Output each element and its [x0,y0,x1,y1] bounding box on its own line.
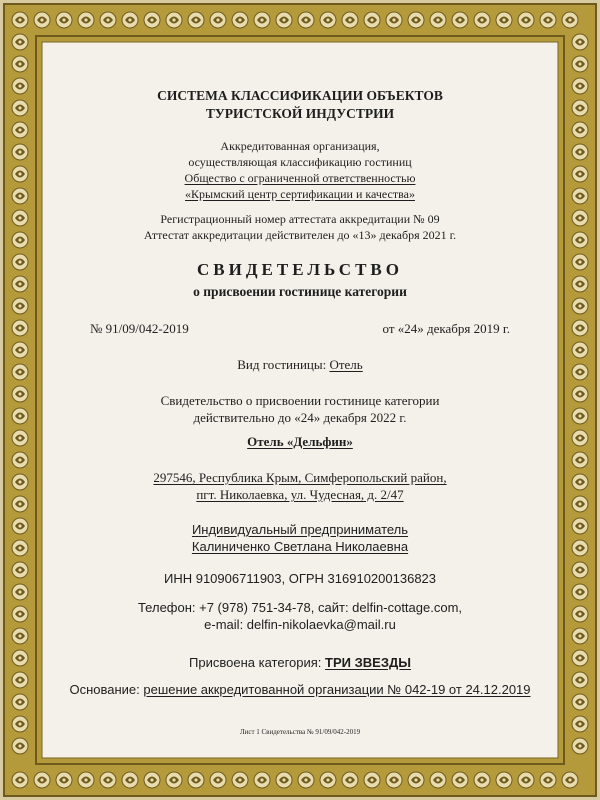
owner-line-2 [50,539,550,555]
registration-number: Регистрационный номер аттестата аккредитации № 09 [160,212,440,226]
accreditation-valid-until: Аттестат аккредитации действителен до «13» декабря 2021 г. [143,228,457,242]
address-line-1 [50,470,550,486]
hotel-type-value: Отель [329,357,363,372]
contacts-line-1: Телефон: +7 (978) 751-34-78, сайт: delfin-cottage.com, [137,600,463,615]
header-line-2: ТУРИСТСКОЙ ИНДУСТРИИ [205,106,395,121]
inn-ogrn: ИНН 910906711903, ОГРН 316910200136823 [163,571,437,586]
accreditation-line-2: осуществляющая классификацию гостиниц [188,155,412,169]
certificate-title: СВИДЕТЕЛЬСТВО [197,260,403,279]
header-line-1: СИСТЕМА КЛАССИФИКАЦИИ ОБЪЕКТОВ [157,88,443,103]
owner-line-1 [50,522,550,538]
accreditation-line-1: Аккредитованная организация, [220,139,380,153]
address-line-1-text: 297546, Республика Крым, Симферопольский район, [153,470,447,485]
address-line-2 [50,487,550,503]
org-line-1 [50,170,550,186]
validity-line-1: Свидетельство о присвоении гостинице категории [160,393,440,408]
hotel-type [50,357,550,373]
org-line-2 [50,186,550,202]
hotel-name [50,434,550,450]
owner-line-1-text: Индивидуальный предприниматель [191,522,409,537]
address-line-2-text: пгт. Николаевка, ул. Чудесная, д. 2/47 [196,487,404,502]
page-footer: Лист 1 Свидетельства № 91/09/042-2019 [239,728,361,736]
validity-line-2: действительно до «24» декабря 2022 г. [193,410,407,425]
owner-line-2-text: Калиниченко Светлана Николаевна [191,539,409,554]
hotel-name-text: Отель «Дельфин» [247,434,353,449]
category-label: Присвоена категория: [189,655,322,670]
basis [50,682,550,698]
category-value: ТРИ ЗВЕЗДЫ [325,655,411,670]
org-line-2-text: «Крымский центр сертификации и качества» [185,187,415,201]
certificate-subtitle: о присвоении гостинице категории [193,284,407,299]
certificate-number: № 91/09/042-2019 [90,321,189,336]
certificate-date: от «24» декабря 2019 г. [382,321,510,336]
basis-value: решение аккредитованной организации № 042-19 от 24.12.2019 [143,682,531,697]
hotel-type-label: Вид гостиницы: [237,357,327,372]
contacts-line-2: e-mail: delfin-nikolaevka@mail.ru [204,617,396,632]
category [50,655,550,671]
basis-label: Основание: [69,682,140,697]
org-line-1-text: Общество с ограниченной ответственностью [184,171,416,185]
